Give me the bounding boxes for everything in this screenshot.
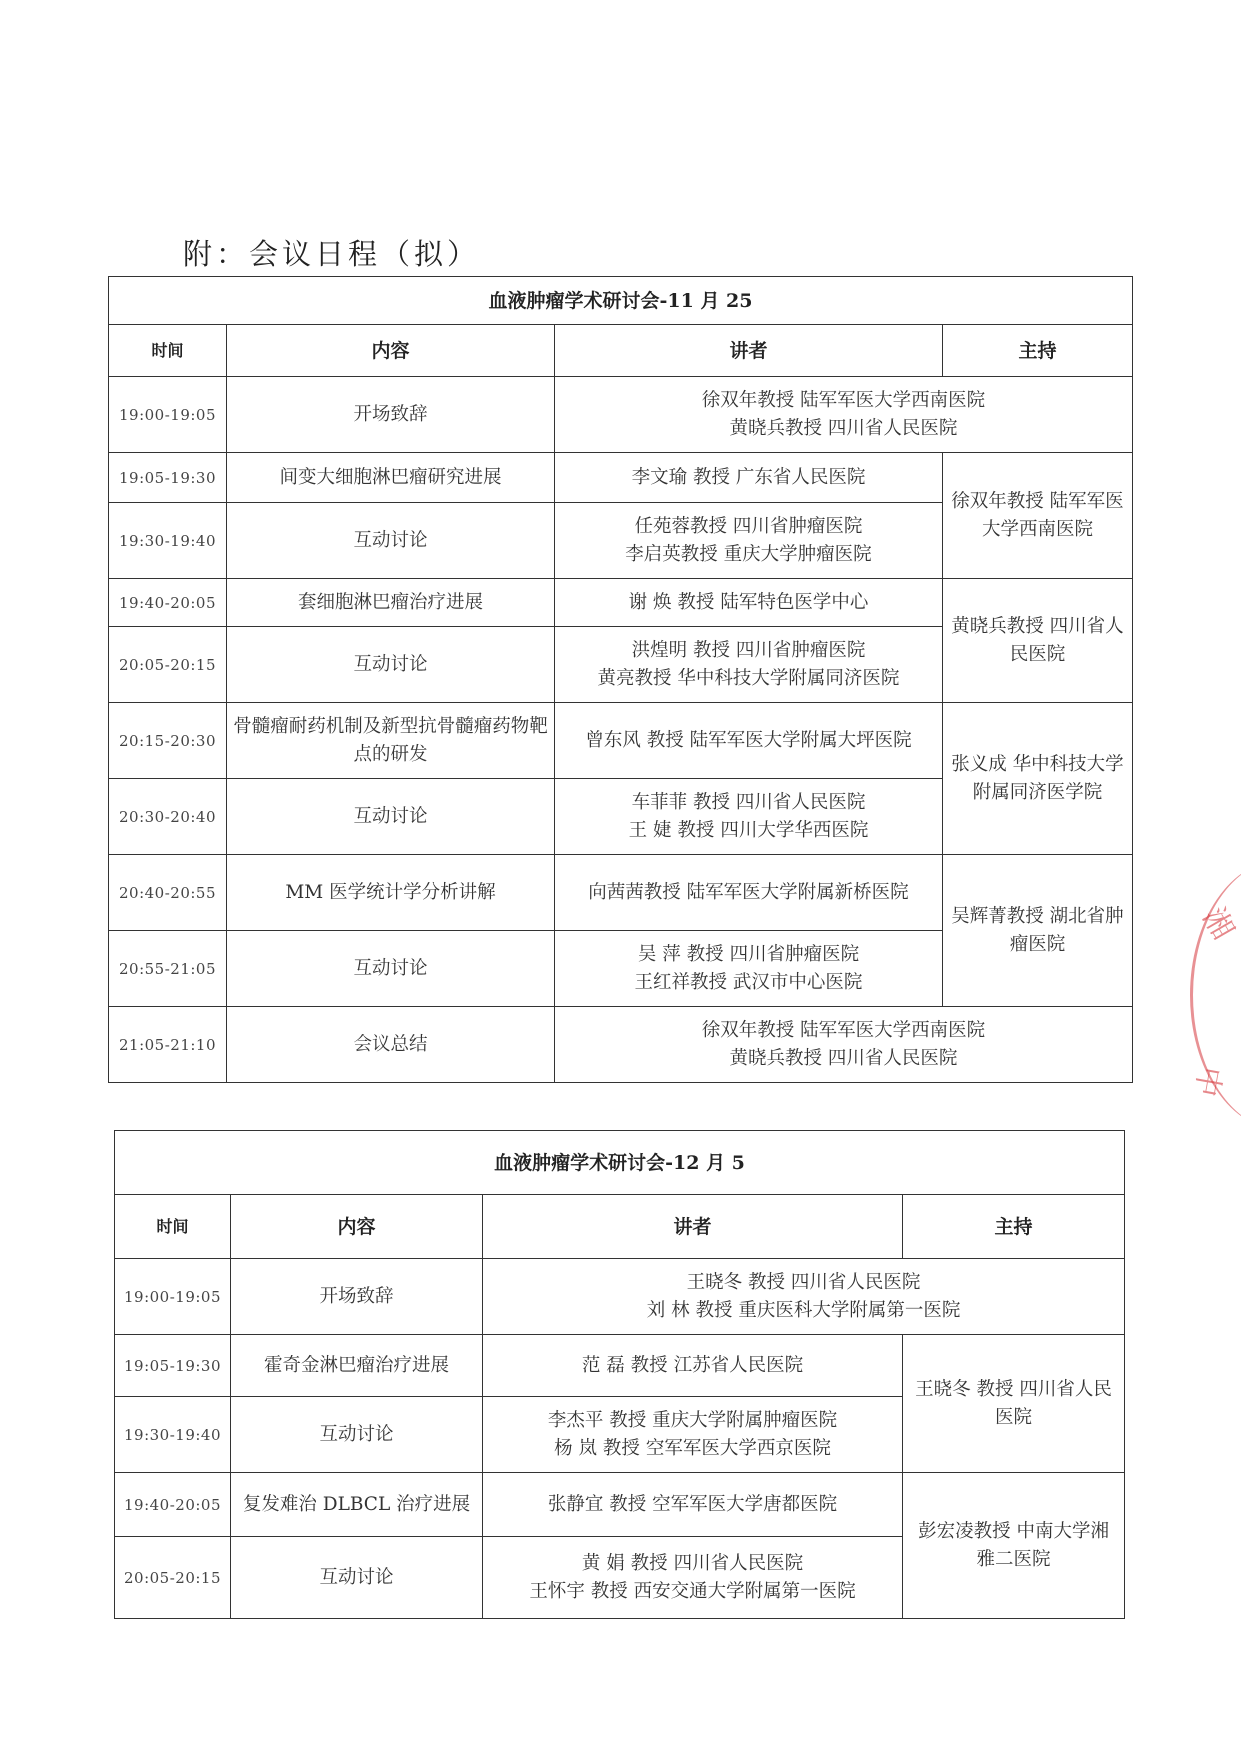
time-cell: 19:05-19:30 (109, 453, 227, 503)
speaker-line: 曾东风 教授 陆军军医大学附属大坪医院 (585, 729, 912, 751)
speaker-cell (555, 579, 943, 627)
host-text: 黄晓兵教授 四川省人民医院 (951, 615, 1124, 665)
speaker-line: 谢 焕 教授 陆军特色医学中心 (628, 591, 869, 613)
content-cell (227, 703, 555, 779)
host-cell (943, 855, 1133, 1007)
host-cell (903, 1335, 1125, 1473)
page-heading: 附：会议日程（拟） (183, 237, 481, 271)
speaker-line: 黄亮教授 华中科技大学附属同济医院 (597, 667, 900, 689)
time-cell: 20:05-20:15 (109, 627, 227, 703)
speaker-line: 向茜茜教授 陆军军医大学附属新桥医院 (588, 881, 909, 903)
speaker-line: 洪煌明 教授 四川省肿瘤医院 (631, 639, 866, 661)
table-row (109, 703, 1133, 779)
content-cell: 开场致辞 (231, 1259, 483, 1335)
speaker-cell (555, 703, 943, 779)
content-cell: 互动讨论 (227, 931, 555, 1007)
time-cell: 21:05-21:10 (109, 1007, 227, 1083)
time-cell: 19:30-19:40 (109, 503, 227, 579)
table-row (109, 453, 1133, 503)
speaker-cell (555, 855, 943, 931)
seal-char: 湘 (1195, 902, 1241, 946)
time-cell: 20:05-20:15 (115, 1537, 231, 1619)
content-cell: 互动讨论 (231, 1537, 483, 1619)
speaker-line: 吴 萍 教授 四川省肿瘤医院 (637, 943, 860, 965)
content-cell: 复发难治 DLBCL 治疗进展 (231, 1473, 483, 1537)
speaker-cell (555, 779, 943, 855)
content-cell: 套细胞淋巴瘤治疗进展 (227, 579, 555, 627)
speaker-line: 王红祥教授 武汉市中心医院 (634, 971, 863, 993)
speaker-line: 李启英教授 重庆大学肿瘤医院 (625, 543, 872, 565)
speaker-cell (555, 1007, 1133, 1083)
speaker-cell (555, 377, 1133, 453)
content-cell: 会议总结 (227, 1007, 555, 1083)
header-host: 主持 (943, 325, 1133, 377)
content-cell: 互动讨论 (227, 779, 555, 855)
seal-char: 中 (1187, 1063, 1228, 1100)
table-row (109, 579, 1133, 627)
content-text: 骨髓瘤耐药机制及新型抗骨髓瘤药物靶点的研发 (233, 715, 548, 765)
header-speaker: 讲者 (483, 1195, 903, 1259)
speaker-cell (483, 1537, 903, 1619)
host-cell (943, 579, 1133, 703)
speaker-line: 黄 娟 教授 四川省人民医院 (581, 1552, 804, 1574)
header-content: 内容 (227, 325, 555, 377)
speaker-cell (483, 1259, 1125, 1335)
speaker-line: 黄晓兵教授 四川省人民医院 (729, 1047, 958, 1069)
table-title: 血液肿瘤学术研讨会-11 月 25 (109, 277, 1133, 325)
header-time: 时间 (109, 325, 227, 377)
content-cell: 霍奇金淋巴瘤治疗进展 (231, 1335, 483, 1397)
speaker-cell (483, 1473, 903, 1537)
content-cell: MM 医学统计学分析讲解 (227, 855, 555, 931)
speaker-line: 王怀宇 教授 西安交通大学附属第一医院 (529, 1580, 856, 1602)
table-row (109, 1007, 1133, 1083)
speaker-cell (483, 1335, 903, 1397)
header-host: 主持 (903, 1195, 1125, 1259)
time-cell: 19:00-19:05 (109, 377, 227, 453)
time-cell: 19:40-20:05 (115, 1473, 231, 1537)
table-row (115, 1473, 1125, 1537)
speaker-cell (555, 627, 943, 703)
host-text: 徐双年教授 陆军军医大学西南医院 (951, 490, 1124, 540)
speaker-line: 王 婕 教授 四川大学华西医院 (628, 819, 869, 841)
speaker-cell (483, 1397, 903, 1473)
speaker-line: 徐双年教授 陆军军医大学西南医院 (701, 389, 986, 411)
table-row (115, 1335, 1125, 1397)
host-cell (903, 1473, 1125, 1619)
time-cell: 20:30-20:40 (109, 779, 227, 855)
content-cell: 互动讨论 (231, 1397, 483, 1473)
header-speaker: 讲者 (555, 325, 943, 377)
speaker-cell (555, 503, 943, 579)
speaker-line: 车菲菲 教授 四川省人民医院 (631, 791, 866, 813)
content-cell: 互动讨论 (227, 503, 555, 579)
header-content: 内容 (231, 1195, 483, 1259)
host-text: 张义成 华中科技大学附属同济医学院 (951, 753, 1124, 803)
time-cell: 19:30-19:40 (115, 1397, 231, 1473)
table-row (109, 377, 1133, 453)
table-title: 血液肿瘤学术研讨会-12 月 5 (115, 1131, 1125, 1195)
time-cell: 19:00-19:05 (115, 1259, 231, 1335)
speaker-line: 范 磊 教授 江苏省人民医院 (581, 1354, 804, 1376)
time-cell: 19:05-19:30 (115, 1335, 231, 1397)
host-cell (943, 703, 1133, 855)
table-row (109, 855, 1133, 931)
speaker-line: 刘 林 教授 重庆医科大学附属第一医院 (646, 1299, 961, 1321)
time-cell: 20:40-20:55 (109, 855, 227, 931)
speaker-line: 徐双年教授 陆军军医大学西南医院 (701, 1019, 986, 1041)
host-text: 王晓冬 教授 四川省人民医院 (915, 1378, 1112, 1428)
speaker-line: 张静宜 教授 空军军医大学唐都医院 (547, 1493, 838, 1515)
schedule-table-nov25 (108, 276, 1133, 1083)
time-cell: 20:55-21:05 (109, 931, 227, 1007)
content-cell: 开场致辞 (227, 377, 555, 453)
header-time: 时间 (115, 1195, 231, 1259)
table-row (115, 1259, 1125, 1335)
schedule-table-dec5 (114, 1130, 1125, 1619)
time-cell: 19:40-20:05 (109, 579, 227, 627)
speaker-line: 任苑蓉教授 四川省肿瘤医院 (634, 515, 863, 537)
speaker-line: 杨 岚 教授 空军军医大学西京医院 (554, 1437, 831, 1459)
speaker-line: 王晓冬 教授 四川省人民医院 (686, 1271, 921, 1293)
speaker-line: 李文瑜 教授 广东省人民医院 (631, 466, 866, 488)
host-text: 彭宏凌教授 中南大学湘雅二医院 (918, 1520, 1109, 1570)
speaker-line: 李杰平 教授 重庆大学附属肿瘤医院 (547, 1409, 838, 1431)
speaker-line: 黄晓兵教授 四川省人民医院 (729, 417, 958, 439)
speaker-cell (555, 931, 943, 1007)
content-cell: 互动讨论 (227, 627, 555, 703)
content-cell: 间变大细胞淋巴瘤研究进展 (227, 453, 555, 503)
speaker-cell (555, 453, 943, 503)
host-text: 吴辉菁教授 湖北省肿瘤医院 (951, 905, 1124, 955)
time-cell: 20:15-20:30 (109, 703, 227, 779)
host-cell (943, 453, 1133, 579)
